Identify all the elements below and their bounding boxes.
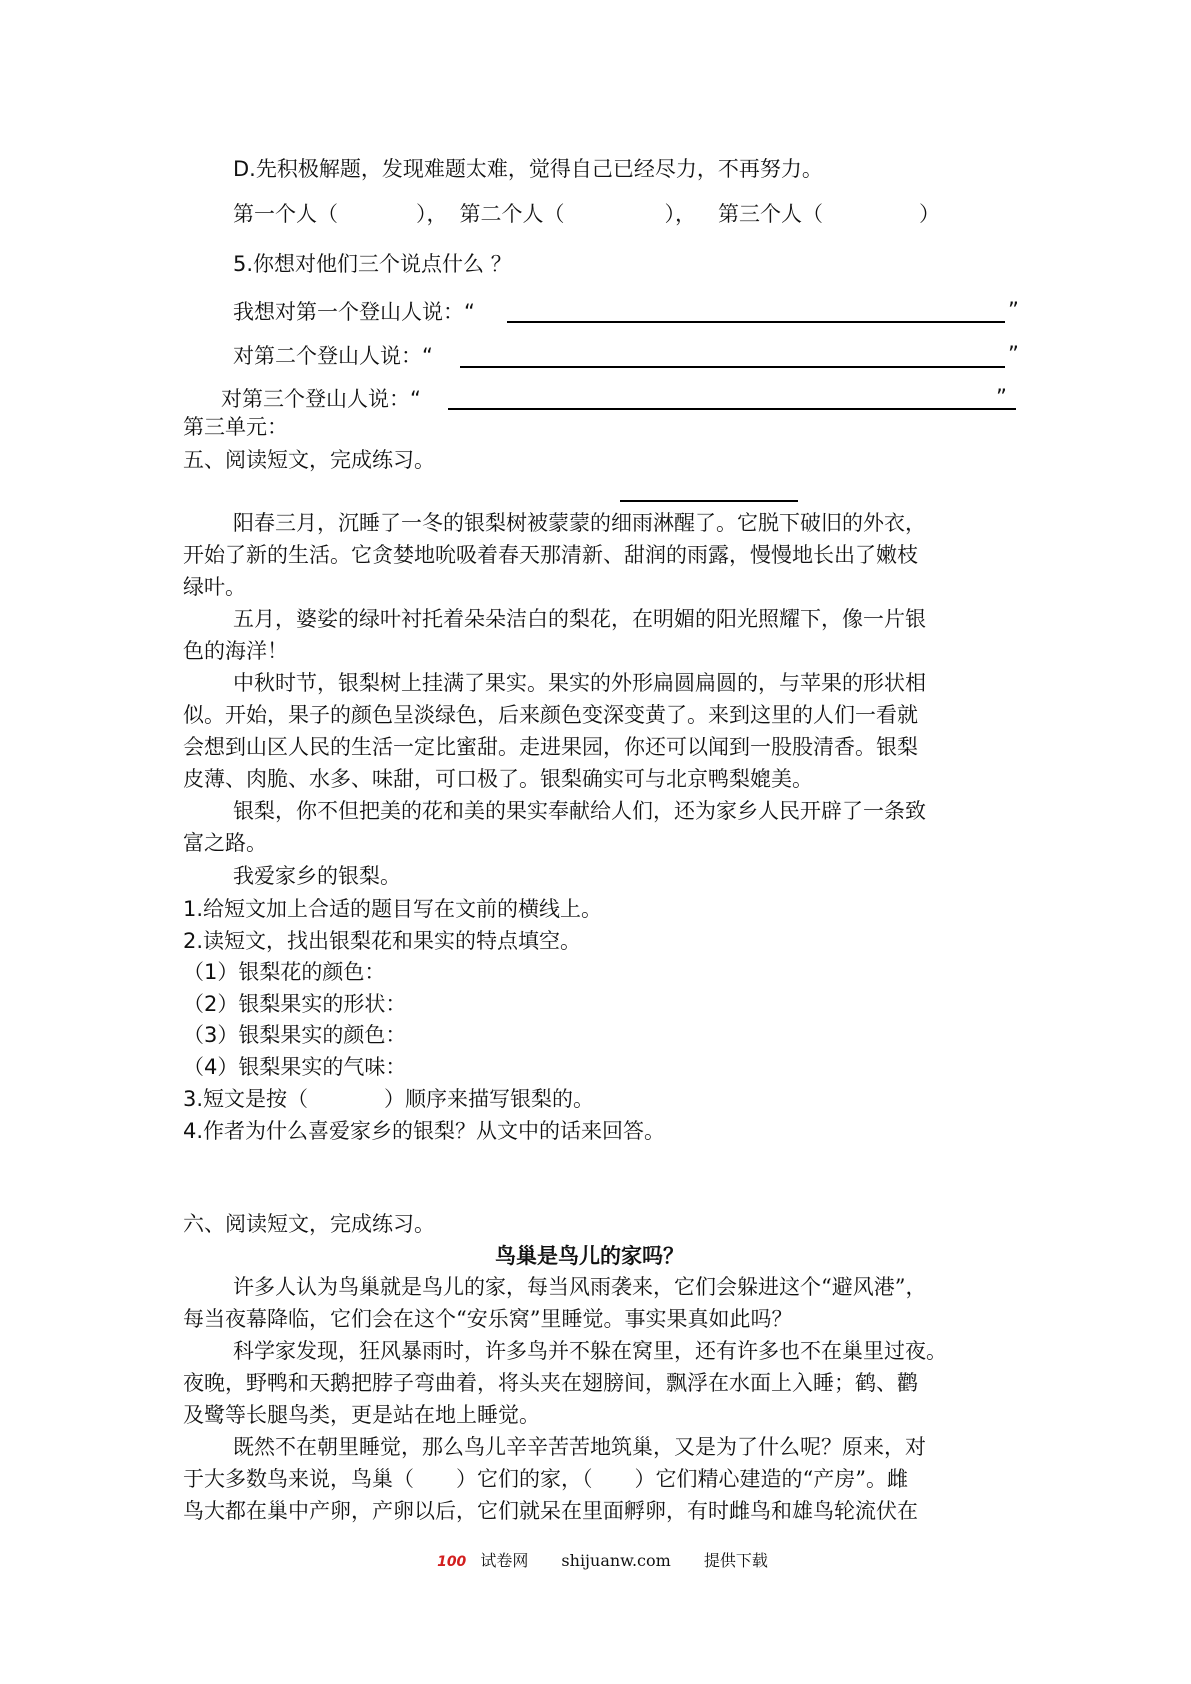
s5-q2-item: （4）银梨果实的气味： [183, 1055, 407, 1079]
q5-line1-close: ” [1008, 298, 1019, 322]
q5-line2-prefix: 对第二个登山人说：“ [233, 344, 433, 368]
section6-title: 鸟巢是鸟儿的家吗？ [495, 1244, 684, 1268]
passage-line: 许多人认为鸟巢就是鸟儿的家，每当风雨袭来，它们会躲进这个“避风港”， [233, 1275, 927, 1299]
passage-line: 会想到山区人民的生活一定比蜜甜。走进果园，你还可以闻到一股股清香。银梨 [183, 735, 918, 759]
answer-second-label: 第二个人（ [459, 202, 565, 226]
q4-answer-row [233, 200, 940, 228]
s5-q2: 2.读短文，找出银梨花和果实的特点填空。 [183, 929, 582, 953]
section5-heading: 五、阅读短文，完成练习。 [183, 448, 435, 472]
s5-q1: 1.给短文加上合适的题目写在文前的横线上。 [183, 897, 603, 921]
passage-line: 富之路。 [183, 831, 267, 855]
footer-brand [423, 1551, 528, 1570]
passage-line: 银梨，你不但把美的花和美的果实奉献给人们，还为家乡人民开辟了一条致 [233, 799, 926, 823]
answer-first-label: 第一个人（ [233, 202, 338, 226]
s5-q3 [183, 1085, 594, 1113]
s5-q2-item: （2）银梨果实的形状： [183, 992, 407, 1016]
passage-line: 于大多数鸟来说，鸟巢（ ）它们的家，（ ）它们精心建造的“产房”。雌 [183, 1467, 908, 1491]
passage-line: 五月，婆娑的绿叶衬托着朵朵洁白的梨花，在明媚的阳光照耀下，像一片银 [233, 607, 926, 631]
passage-line: 中秋时节，银梨树上挂满了果实。果实的外形扁圆扁圆的，与苹果的形状相 [233, 671, 926, 695]
s5-q4: 4.作者为什么喜爱家乡的银梨？从文中的话来回答。 [183, 1119, 666, 1143]
s5-q2-item: （3）银梨果实的颜色： [183, 1023, 407, 1047]
q5-line2-close: ” [1008, 342, 1019, 366]
s5-q3-end: ）顺序来描写银梨的。 [384, 1087, 595, 1111]
q4-option-d: D.先积极解题，发现难题太难，觉得自己已经尽力，不再努力。 [233, 157, 823, 181]
passage-line: 皮薄、肉脆、水多、味甜，可口极了。银梨确实可与北京鸭梨媲美。 [183, 767, 813, 791]
answer-second-close: ）， [664, 202, 696, 226]
footer-note: 提供下载 [703, 1551, 768, 1570]
q5-line3-close: ” [996, 385, 1007, 409]
title-blank[interactable] [620, 500, 798, 502]
q5-line3-prefix: 对第三个登山人说：“ [221, 387, 421, 411]
passage-line: 开始了新的生活。它贪婪地吮吸着春天那清新、甜润的雨露，慢慢地长出了嫩枝 [183, 543, 918, 567]
site-logo: 100 [437, 1554, 467, 1570]
answer-third-label: 第三个人（ [718, 202, 823, 226]
page-footer [0, 1548, 1191, 1571]
passage-line: 及鹭等长腿鸟类，更是站在地上睡觉。 [183, 1403, 540, 1427]
q5-question: 5.你想对他们三个说点什么 ？ [233, 252, 512, 276]
q5-line1-blank[interactable] [507, 321, 1005, 323]
passage-line: 我爱家乡的银梨。 [233, 864, 401, 888]
q5-line1-prefix: 我想对第一个登山人说：“ [233, 300, 475, 324]
passage-line: 阳春三月，沉睡了一冬的银梨树被蒙蒙的细雨淋醒了。它脱下破旧的外衣， [233, 511, 926, 535]
s5-q2-item: （1）银梨花的颜色： [183, 960, 386, 984]
passage-line: 每当夜幕降临，它们会在这个“安乐窝”里睡觉。事实果真如此吗？ [183, 1307, 793, 1331]
s5-q3-start: 3.短文是按（ [183, 1087, 309, 1111]
footer-domain[interactable]: shijuanw.com [561, 1551, 671, 1570]
passage-line: 鸟大都在巢中产卵，产卵以后，它们就呆在里面孵卵，有时雌鸟和雄鸟轮流伏在 [183, 1499, 918, 1523]
passage-line: 色的海洋！ [183, 639, 288, 663]
q5-line2-blank[interactable] [460, 366, 1005, 368]
answer-third-close: ） [919, 202, 940, 226]
q5-line3-blank[interactable] [448, 408, 1016, 410]
passage-line: 似。开始，果子的颜色呈淡绿色，后来颜色变深变黄了。来到这里的人们一看就 [183, 703, 918, 727]
footer-site-name: 试卷网 [480, 1551, 529, 1570]
answer-first-close: ）， [416, 202, 448, 226]
section6-heading: 六、阅读短文，完成练习。 [183, 1212, 435, 1236]
unit-heading: 第三单元： [183, 415, 288, 439]
passage-line: 既然不在朝里睡觉，那么鸟儿辛辛苦苦地筑巢，又是为了什么呢？原来，对 [233, 1435, 926, 1459]
passage-line: 绿叶。 [183, 575, 246, 599]
passage-line: 科学家发现，狂风暴雨时，许多鸟并不躲在窝里，还有许多也不在巢里过夜。 [233, 1339, 947, 1363]
passage-line: 夜晚，野鸭和天鹅把脖子弯曲着，将头夹在翅膀间，飘浮在水面上入睡；鹤、鹳 [183, 1371, 918, 1395]
